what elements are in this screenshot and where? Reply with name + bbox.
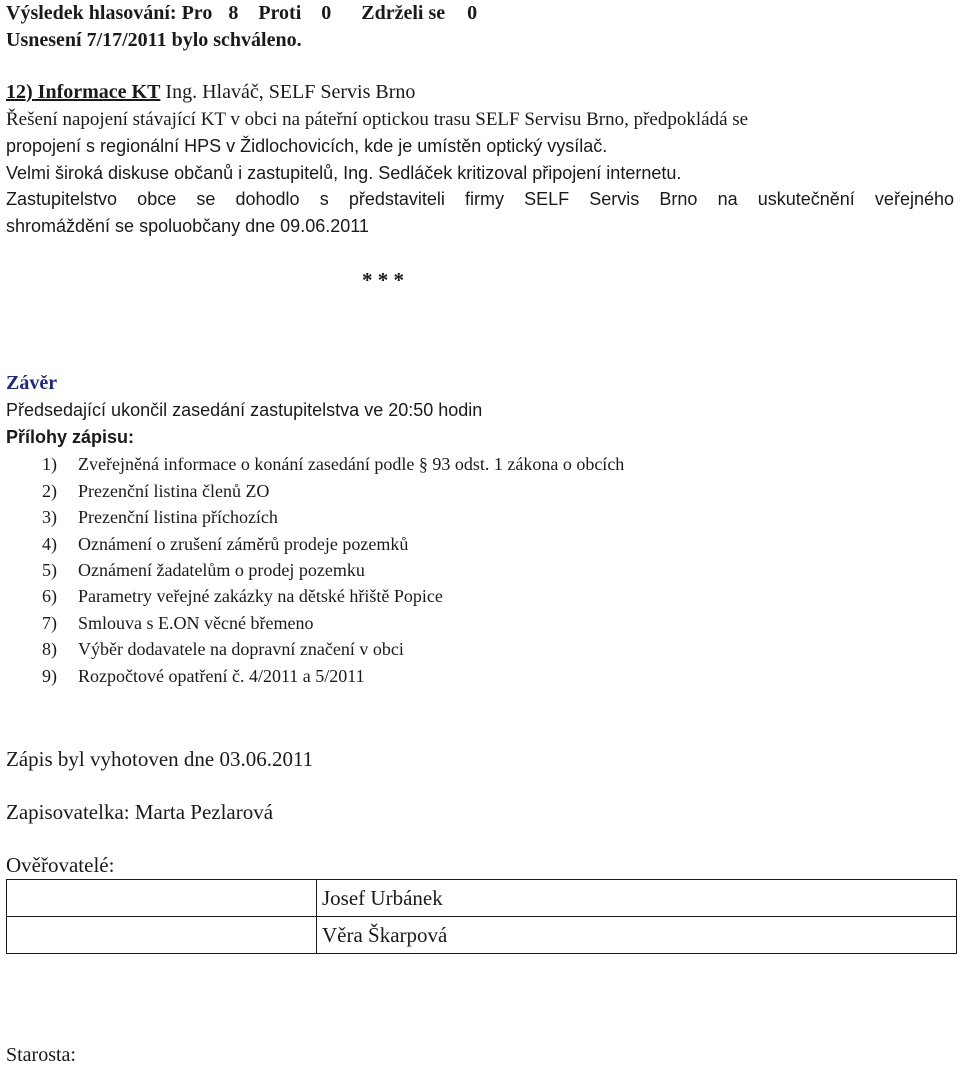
vote-result-label: Výsledek hlasování:: [6, 2, 177, 24]
list-item: 9) Rozpočtové opatření č. 4/2011 a 5/2011: [42, 666, 365, 686]
prepared-date: Zápis byl vyhotoven dne 03.06.2011: [6, 747, 314, 771]
item-para1-line1: Řešení napojení stávající KT v obci na páteřní optickou trasu SELF Servisu Brno, předpokládá se: [6, 109, 749, 130]
list-item: 4) Oznámení o zrušení záměrů prodeje pozemků: [42, 534, 409, 554]
vote-against-label: Proti: [258, 2, 302, 24]
verifier-name: Josef Urbánek: [317, 880, 957, 917]
list-item: 6) Parametry veřejné zakázky na dětské hřiště Popice: [42, 586, 443, 606]
table-row: [7, 880, 957, 917]
vote-result-line: [6, 3, 477, 23]
conclusion-title: Závěr: [6, 372, 58, 394]
item-para3-line2: shromáždění se spoluobčany dne 09.06.2011: [6, 216, 369, 236]
table-row: [7, 917, 957, 954]
list-item: 1) Zveřejněná informace o konání zasedání podle § 93 odst. 1 zákona o obcích: [42, 454, 625, 474]
resolution-approved: Usnesení 7/17/2011 bylo schváleno.: [6, 29, 302, 51]
list-item: 2) Prezenční listina členů ZO: [42, 481, 270, 501]
vote-abstain-value: 0: [467, 2, 478, 24]
item-para1-line2: propojení s regionální HPS v Židlochovicích, kde je umístěn optický vysílač.: [6, 136, 608, 156]
conclusion-text: Předsedající ukončil zasedání zastupitelstva ve 20:50 hodin: [6, 400, 483, 420]
signature-cell: [7, 917, 317, 954]
list-item: 8) Výběr dodavatele na dopravní značení v obci: [42, 639, 404, 659]
verifier-name: Věra Škarpová: [317, 917, 957, 954]
list-item: 3) Prezenční listina příchozích: [42, 507, 278, 527]
verifiers-table: [6, 879, 957, 954]
vote-against-value: 0: [321, 2, 332, 24]
list-item: 7) Smlouva s E.ON věcné břemeno: [42, 613, 314, 633]
vote-for-value: 8: [228, 2, 239, 24]
mayor-label: Starosta:: [6, 1044, 76, 1066]
item-para3-line1: Zastupitelstvo obce se dohodlo s představiteli firmy SELF Servis Brno na uskutečnění veřejného: [6, 189, 954, 209]
attachments-title: Přílohy zápisu:: [6, 427, 135, 447]
vote-abstain-label: Zdrželi se: [361, 2, 446, 24]
vote-for-label: Pro: [181, 2, 213, 24]
item-para2: Velmi široká diskuse občanů i zastupitelů, Ing. Sedláček kritizoval připojení internetu.: [6, 163, 682, 183]
list-item: 5) Oznámení žadatelům o prodej pozemku: [42, 560, 365, 580]
item-heading-prefix: 12) Informace KT: [6, 81, 161, 103]
item-heading-rest: Ing. Hlaváč, SELF Servis Brno: [165, 81, 416, 103]
recorder-name: Zapisovatelka: Marta Pezlarová: [6, 800, 274, 824]
verifiers-label: Ověřovatelé:: [6, 853, 115, 877]
signature-cell: [7, 880, 317, 917]
item-heading: [6, 82, 415, 102]
section-separator: * * *: [362, 268, 404, 292]
